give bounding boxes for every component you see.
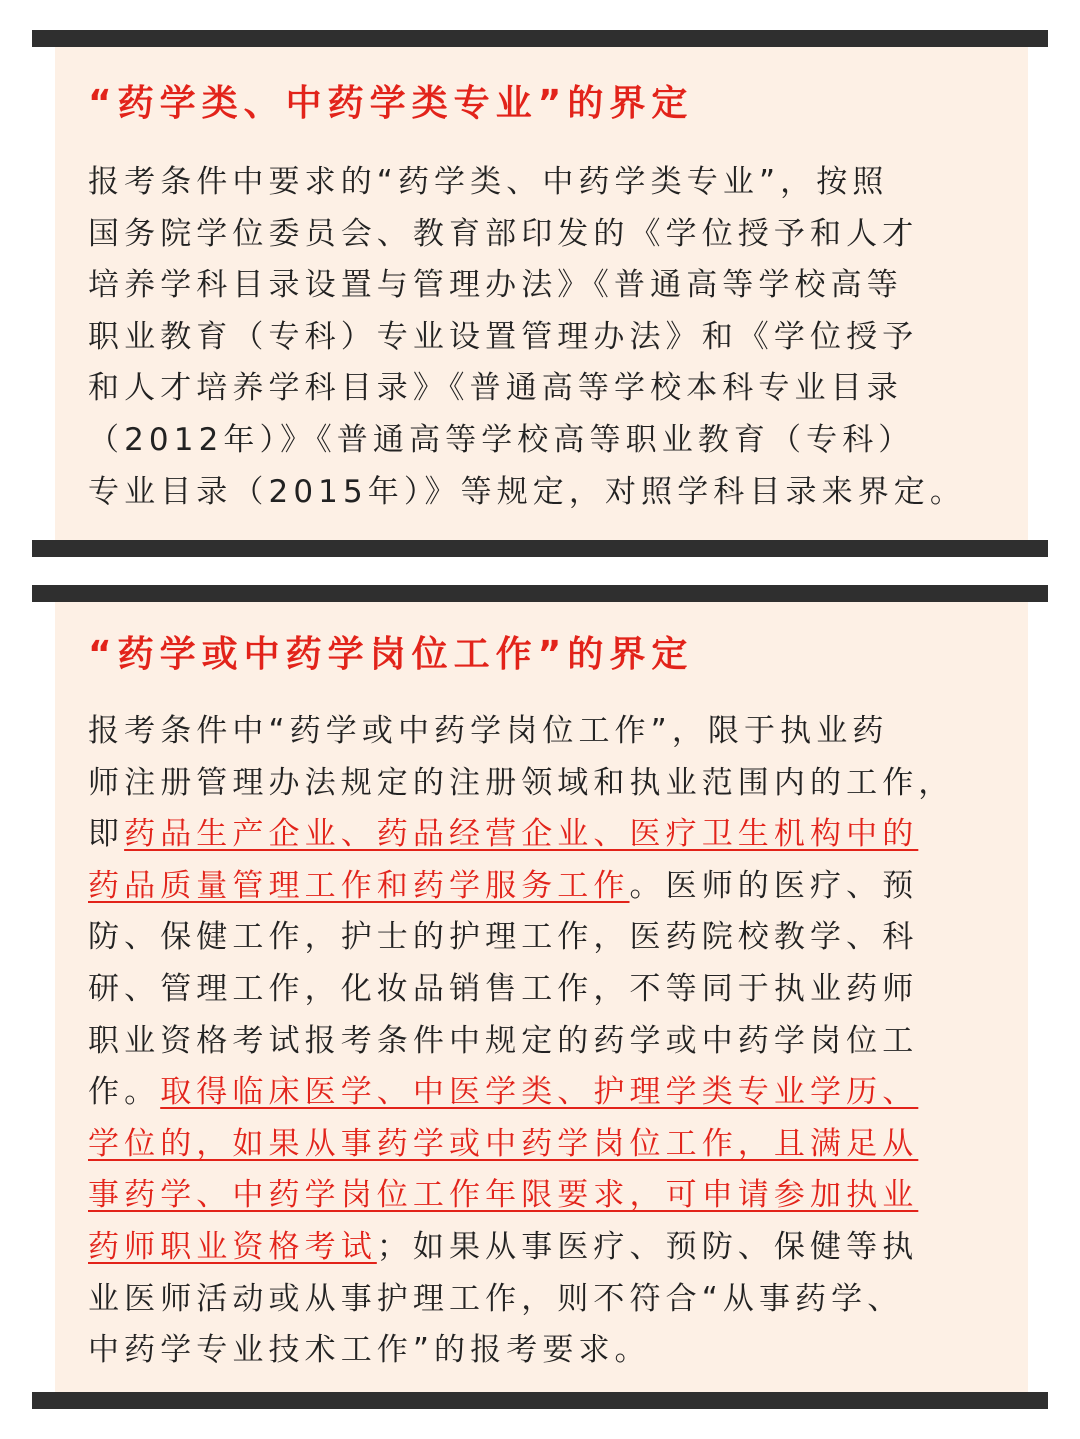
section1-bottom-bar [32, 540, 1048, 557]
highlighted-text: 学位的，如果从事药学或中药学岗位工作，且满足从 [88, 1125, 919, 1162]
section2-heading: “药学或中药学岗位工作”的界定 [88, 634, 694, 675]
section1-line: 培养学科目录设置与管理办法》《普通高等学校高等 [88, 267, 903, 304]
section1-line: （2012年）》《普通高等学校高等职业教育（专科） [88, 421, 915, 458]
section2-line: 师注册管理办法规定的注册领域和执业范围内的工作， [88, 764, 955, 801]
section1-heading: “药学类、中药学类专业”的界定 [88, 83, 694, 124]
section1-body [88, 157, 1018, 518]
section2-line: 业医师活动或从事护理工作，则不符合“从事药学、 [88, 1280, 904, 1317]
section2-line: 职业资格考试报考条件中规定的药学或中药学岗位工 [88, 1022, 919, 1059]
highlighted-text: 事药学、中药学岗位工作年限要求，可申请参加执业 [88, 1177, 919, 1214]
section2-line: 中药学专业技术工作”的报考要求。 [88, 1332, 651, 1369]
highlighted-text: 药品质量管理工作和药学服务工作 [88, 867, 630, 904]
section2-line [88, 1067, 1018, 1119]
highlighted-text: 药师职业资格考试 [88, 1228, 377, 1265]
section2-line [88, 1170, 1018, 1222]
section2-line [88, 1119, 1018, 1171]
section2-line: 防、保健工作，护士的护理工作，医药院校教学、科 [88, 919, 919, 956]
section2-top-bar [32, 585, 1048, 602]
section1-top-bar [32, 30, 1048, 47]
section2-bottom-bar [32, 1392, 1048, 1409]
section2-body [88, 706, 1018, 1377]
section1-line: 职业教育（专科）专业设置管理办法》和《学位授予 [88, 318, 919, 355]
highlighted-text: 取得临床医学、中医学类、护理学类专业学历、 [160, 1074, 919, 1111]
section2-line [88, 1222, 1018, 1274]
plain-text: 作。 [88, 1074, 161, 1111]
section2-line: 研、管理工作，化妆品销售工作，不等同于执业药师 [88, 970, 919, 1007]
plain-text: 即 [88, 816, 125, 853]
plain-text: 。医师的医疗、预 [629, 867, 919, 904]
section1-line: 报考条件中要求的“药学类、中药学类专业”，按照 [88, 164, 889, 200]
highlighted-text: 药品生产企业、药品经营企业、医疗卫生机构中的 [124, 816, 919, 853]
section2-line [88, 861, 1018, 913]
plain-text: ；如果从事医疗、预防、保健等执 [376, 1228, 919, 1265]
section2-line [88, 809, 1018, 861]
section1-line: 专业目录（2015年）》等规定，对照学科目录来界定。 [88, 473, 966, 510]
section1-line: 国务院学位委员会、教育部印发的《学位授予和人才 [88, 215, 919, 252]
section2-line: 报考条件中“药学或中药学岗位工作”，限于执业药 [88, 713, 889, 749]
section1-line: 和人才培养学科目录》《普通高等学校本科专业目录 [88, 370, 903, 407]
